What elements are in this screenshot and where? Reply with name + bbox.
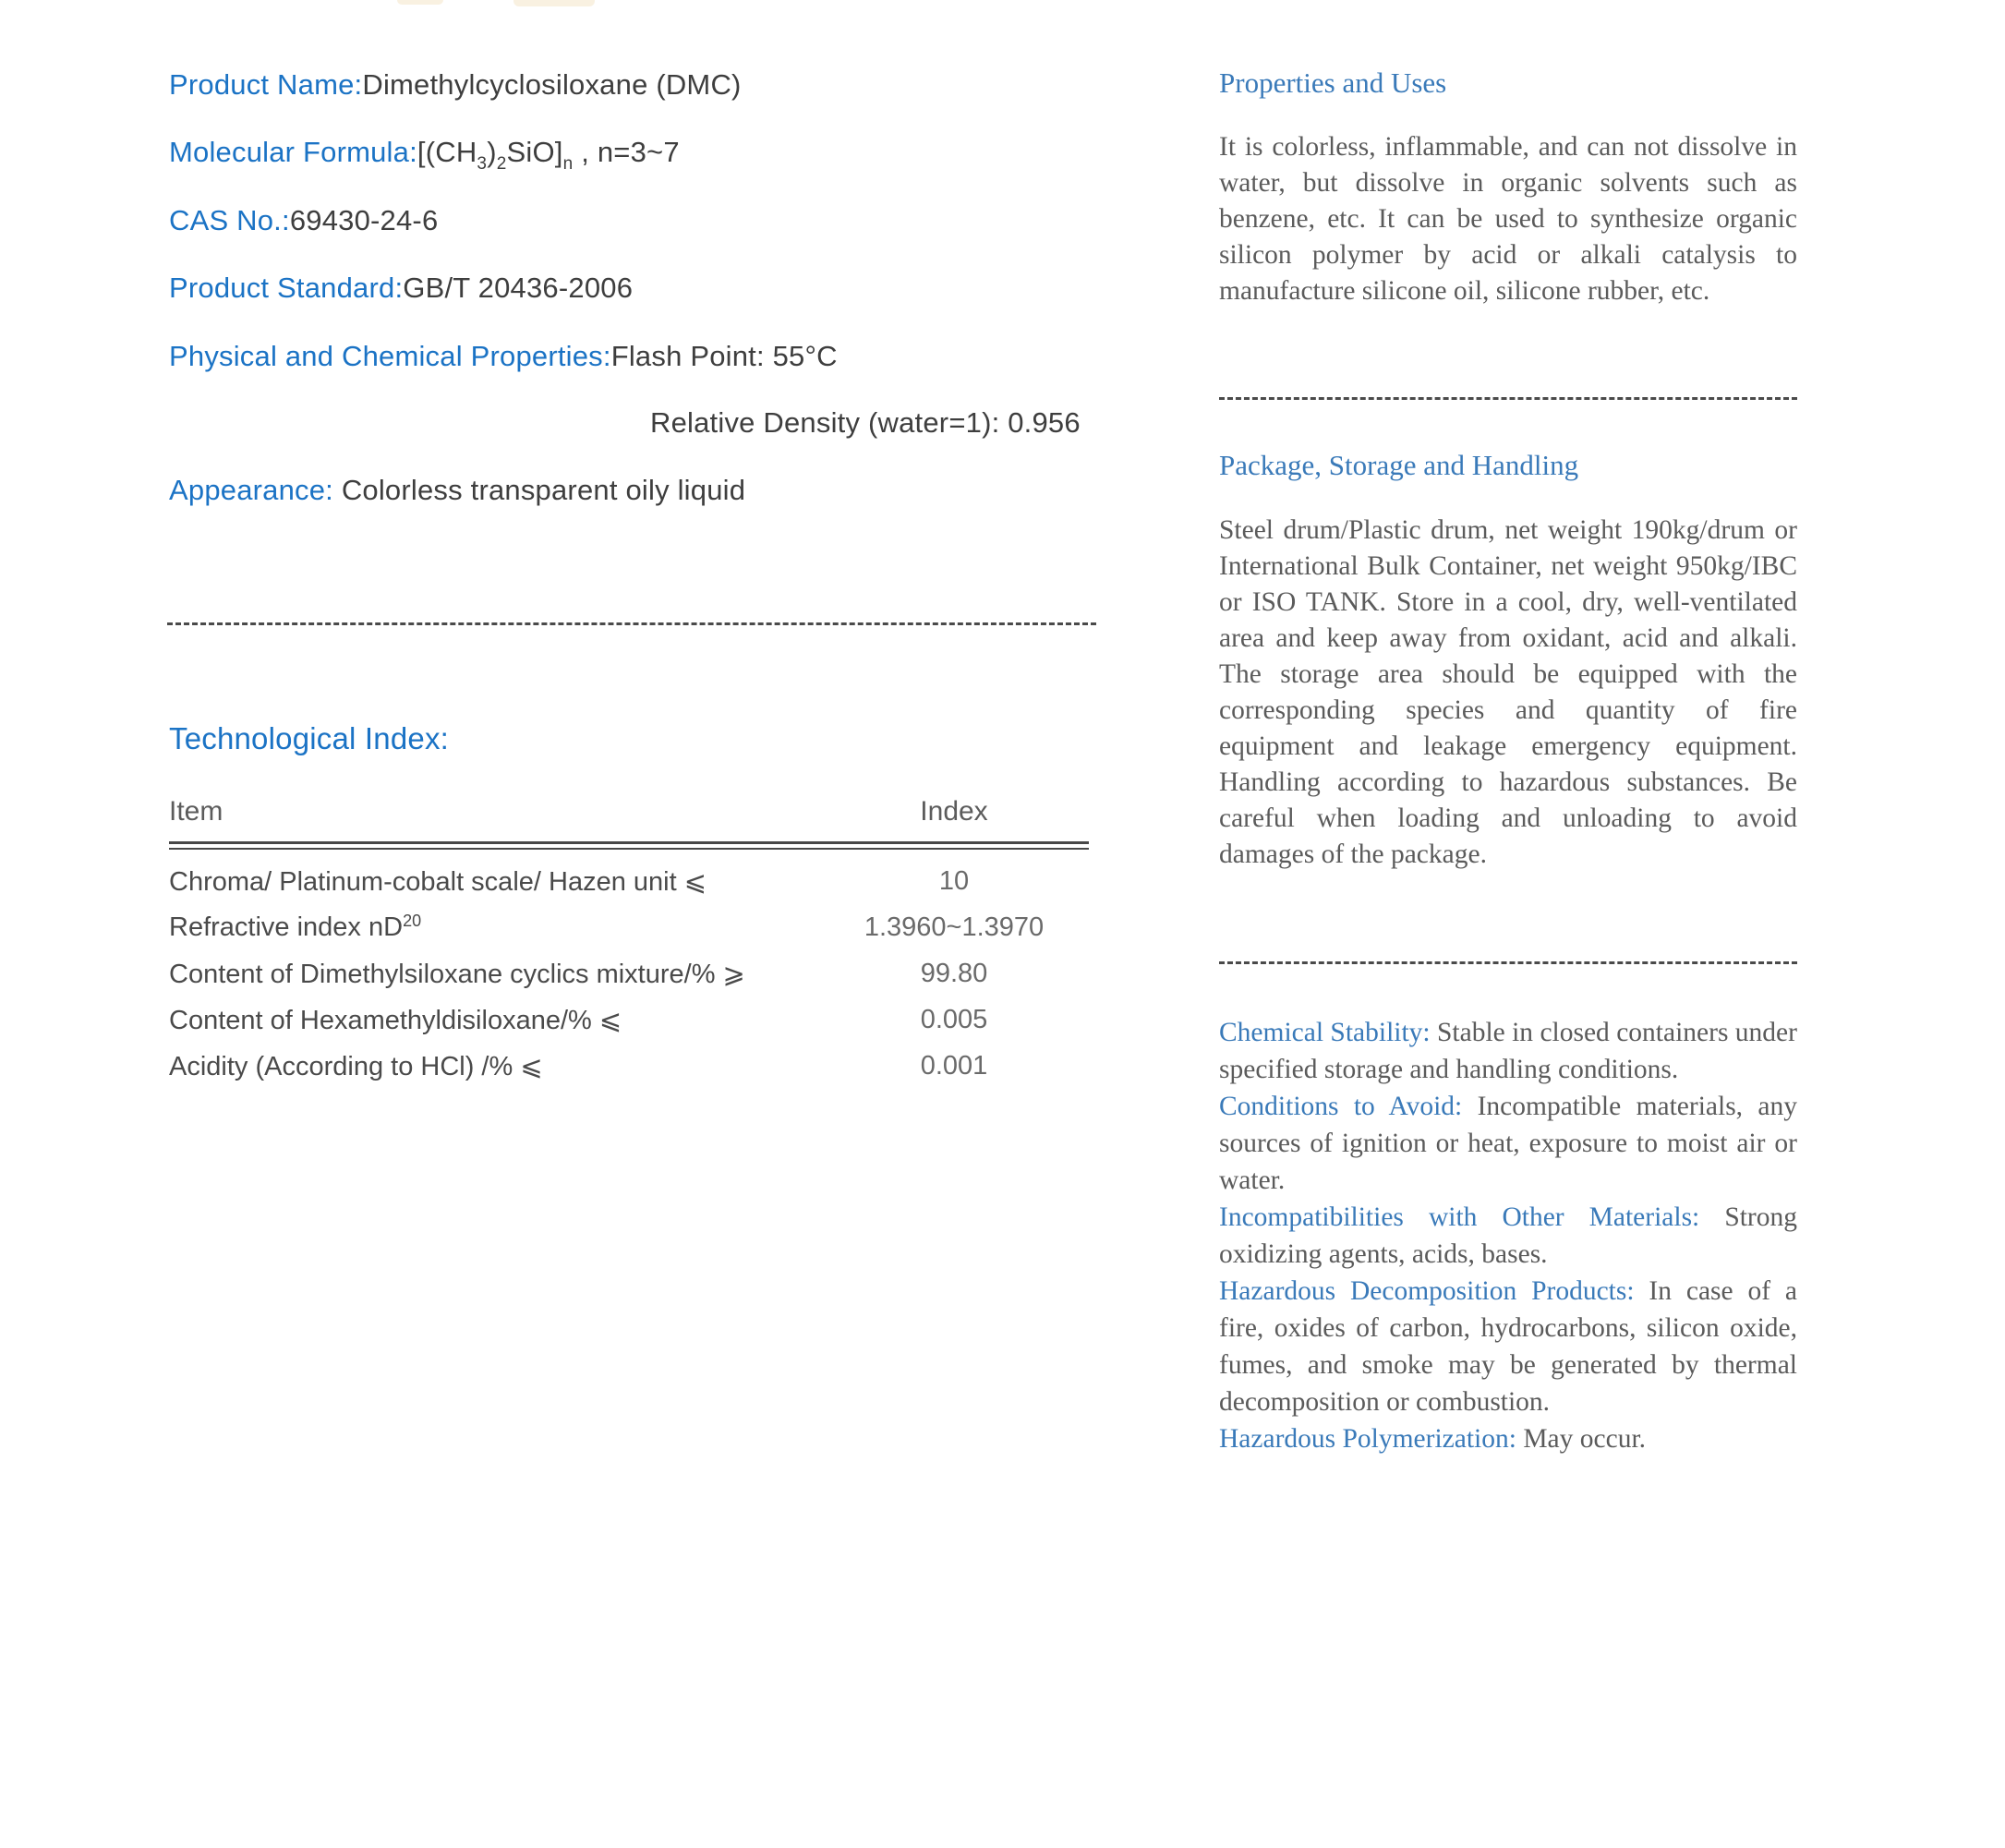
dashed-divider-right-1 [1219,397,1797,400]
dashed-divider-right-2 [1219,961,1797,964]
incompatibilities-label: Incompatibilities with Other Materials: [1219,1202,1700,1232]
table-header-row [169,791,1089,832]
table-row [169,1043,1089,1089]
hazardous-polymerization-label: Hazardous Polymerization: [1219,1424,1516,1454]
table-header-index: Index [920,796,988,827]
table-body [169,858,1089,1089]
product-standard-row [169,272,633,305]
table-cell-index: 0.005 [920,1004,988,1034]
chemical-stability-label: Chemical Stability: [1219,1018,1431,1047]
product-standard-label: Product Standard: [169,272,404,304]
chemical-stability-text: Stable in closed containers under specified storage and handling conditions. [1219,1018,1797,1084]
chemical-stability-item [1219,1014,1797,1088]
molecular-formula-label: Molecular Formula: [169,136,417,168]
table-row [169,904,1089,950]
technological-index-table [169,791,1089,1089]
package-storage-body: Steel drum/Plastic drum, net weight 190kg/drum or International Bulk Container, net weight 950kg/IBC or ISO TANK. Store in a cool, dry, well-ventilated area and keep away from oxidant, acid and alkali. The storage area should be equipped with the corresponding species and quantity of fire equipment and leakage emergency equipment. Handling according to hazardous substances. Be careful when loading and unloading to avoid damages of the package. [1219,514,1797,869]
table-cell-index: 99.80 [920,958,988,988]
appearance-row [169,474,745,507]
relative-density-row [650,406,1081,440]
incompatibilities-item [1219,1199,1797,1273]
product-name-row [169,68,742,102]
table-cell-index: 10 [938,865,970,896]
table-cell-item: Content of Dimethylsiloxane cyclics mixture/% ⩾ [169,959,745,989]
table-row [169,858,1089,904]
cropped-header-artifact [513,0,595,6]
table-double-rule [169,841,1089,850]
physical-properties-row [169,340,838,373]
hazardous-polymerization-item [1219,1420,1797,1457]
cropped-header-artifact [397,0,443,5]
properties-and-uses-title: Properties and Uses [1219,66,1447,99]
appearance-value: Colorless transparent oily liquid [333,474,746,506]
dashed-divider-left [167,622,1096,625]
package-storage-title: Package, Storage and Handling [1219,449,1579,481]
technological-index-title: Technological Index: [169,721,450,755]
hazardous-decomposition-text: In case of a fire, oxides of carbon, hydrocarbons, silicon oxide, fumes, and smoke may be generated by thermal decomposition or combustion. [1219,1276,1797,1417]
appearance-label: Appearance: [169,474,333,506]
table-cell-item: Refractive index $nD^{20}$ [169,912,422,942]
relative-density-value: Relative Density (water=1): 0.956 [650,406,1081,439]
hazardous-polymerization-text: May occur. [1516,1424,1647,1454]
table-row [169,996,1089,1043]
product-standard-value: GB/T 20436-2006 [403,272,634,304]
molecular-formula-value: $[(CH_3)_2SiO]_n$ , n=3~7 [417,136,680,174]
conditions-to-avoid-label: Conditions to Avoid: [1219,1092,1463,1121]
physical-properties-label: Physical and Chemical Properties: [169,340,611,372]
table-cell-index: 0.001 [920,1050,988,1081]
properties-and-uses-body: It is colorless, inflammable, and can not dissolve in water, but dissolve in organic solvents such as benzene, etc. It can be used to synthesize organic silicon polymer by acid or alkali catalysis to manufacture silicone oil, silicone rubber, etc. [1219,131,1797,306]
product-name-label: Product Name: [169,68,363,101]
table-cell-item: Chroma/ Platinum-cobalt scale/ Hazen unit ⩽ [169,866,707,897]
cas-number-row [169,204,438,237]
conditions-to-avoid-item [1219,1088,1797,1199]
safety-info-section [1219,1014,1797,1457]
table-row [169,950,1089,996]
flash-point-value: Flash Point: 55°C [610,340,838,372]
table-cell-item: Content of Hexamethyldisiloxane/% ⩽ [169,1005,622,1035]
hazardous-decomposition-label: Hazardous Decomposition Products: [1219,1276,1635,1306]
conditions-to-avoid-text: Incompatible materials, any sources of ignition or heat, exposure to moist air or water. [1219,1092,1797,1195]
table-cell-index: 1.3960~1.3970 [864,912,1045,942]
hazardous-decomposition-item [1219,1273,1797,1420]
incompatibilities-text: Strong oxidizing agents, acids, bases. [1219,1202,1797,1269]
cas-number-value: 69430-24-6 [289,204,439,236]
table-cell-item: Acidity (According to HCl) /% ⩽ [169,1051,543,1081]
molecular-formula-row [169,136,680,175]
cas-number-label: CAS No.: [169,204,290,236]
table-header-item: Item [169,796,223,827]
product-name-value: Dimethylcyclosiloxane (DMC) [362,68,742,101]
